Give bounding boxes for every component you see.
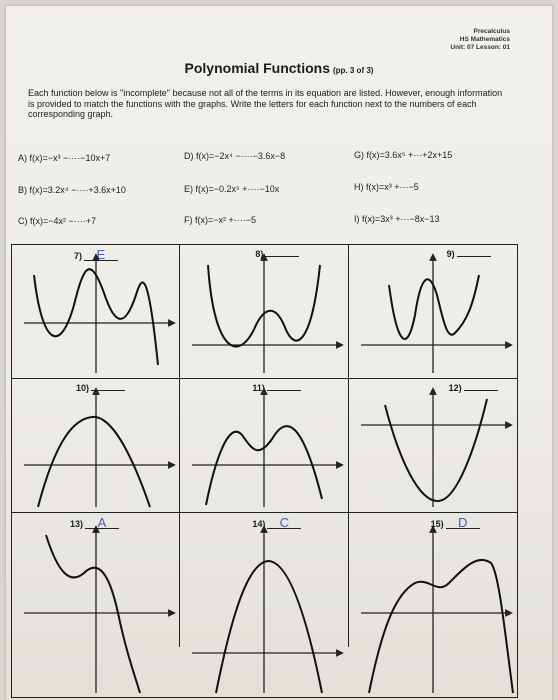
curve-14	[216, 561, 322, 693]
graph-cell-9	[349, 245, 517, 379]
graph-label-11: 11)	[252, 383, 301, 393]
graph-grid	[11, 244, 518, 698]
graph-cell-7	[12, 245, 180, 379]
curve-10	[38, 417, 150, 507]
curve-13	[46, 535, 140, 693]
function-e: E) f(x)=−0.2x⁵ +····−10x	[184, 184, 280, 194]
graph-cell-8	[180, 245, 348, 379]
curve-15	[369, 560, 513, 693]
function-list	[18, 146, 528, 234]
function-b: B) f(x)=3.2x⁴ −····+3.6x+10	[18, 185, 126, 195]
graph-cell-12	[349, 379, 517, 513]
curve-9	[389, 275, 479, 339]
unit-lesson: Unit: 07 Lesson: 01	[450, 44, 510, 51]
answer-blank-14[interactable]: C	[267, 517, 301, 529]
function-c: C) f(x)=−4x² −····+7	[18, 216, 97, 226]
graph-9	[349, 245, 517, 379]
answer-blank-7[interactable]: E	[84, 249, 118, 261]
graph-cell-14	[180, 513, 348, 647]
graph-label-13: 13) A	[70, 517, 119, 529]
function-i: I) f(x)=3x³ +···−8x−13	[354, 214, 440, 224]
page-title	[6, 60, 552, 76]
graph-cell-11	[180, 379, 348, 513]
answer-blank-13[interactable]: A	[85, 517, 119, 529]
instructions: Each function below is "incomplete" because not all of the terms in its equation are listed. However, enough information is provided to match the functions with the graphs. Write the letters for each function next to the numbers of each corresponding graph.	[28, 88, 503, 119]
graph-10	[12, 379, 180, 513]
graph-7	[12, 245, 180, 379]
answer-blank-15[interactable]: D	[446, 517, 480, 529]
graph-12	[349, 379, 517, 513]
graph-label-15: 15) D	[431, 517, 480, 529]
graph-label-9: 9)	[447, 249, 491, 259]
graph-label-12: 12)	[449, 383, 498, 393]
graph-14	[180, 513, 348, 697]
function-h: H) f(x)=x³ +···−5	[354, 182, 419, 192]
graph-11	[180, 379, 348, 513]
worksheet-page	[6, 6, 552, 700]
function-f: F) f(x)=−x² +····−5	[184, 215, 257, 225]
graph-15	[349, 513, 517, 697]
curve-12	[385, 399, 487, 501]
page-count: (pp. 3 of 3)	[333, 66, 374, 75]
graph-label-7: 7) E	[74, 249, 118, 261]
course-header	[450, 28, 510, 52]
graph-cell-13	[12, 513, 180, 647]
course-name: Precalculus	[473, 28, 510, 35]
graph-label-10: 10)	[76, 383, 125, 393]
graph-13	[12, 513, 180, 697]
graph-cell-15	[349, 513, 517, 647]
graph-8	[180, 245, 348, 379]
function-g: G) f(x)=3.6x⁵ +···+2x+15	[354, 150, 453, 160]
function-d: D) f(x)=−2x⁴ −····−3.6x−8	[184, 151, 286, 161]
graph-label-8: 8)	[255, 249, 299, 259]
graph-cell-10	[12, 379, 180, 513]
title-text: Polynomial Functions	[184, 60, 330, 76]
graph-label-14: 14) C	[252, 517, 301, 529]
school-name: HS Mathematics	[459, 36, 510, 43]
function-a: A) f(x)=−x³ −····−10x+7	[18, 153, 111, 163]
